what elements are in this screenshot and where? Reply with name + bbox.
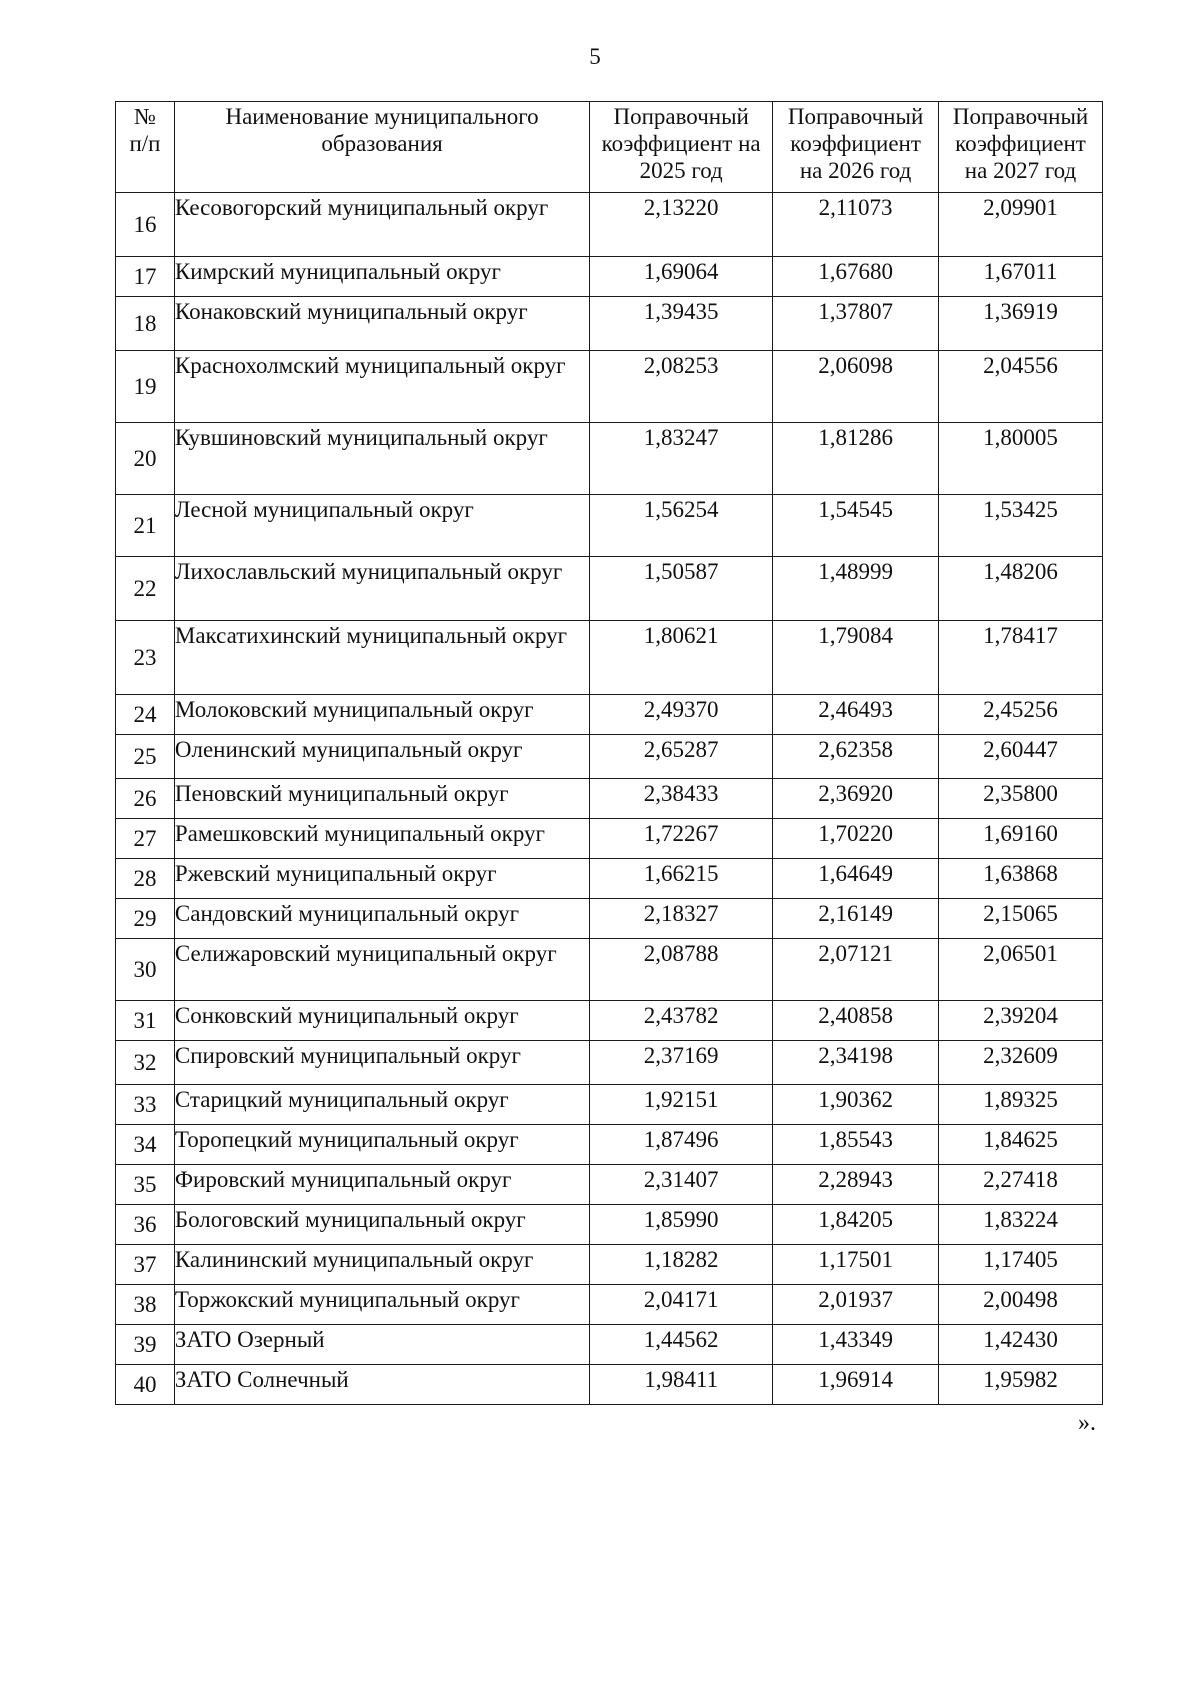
coef-2026: 1,84205 [773, 1205, 939, 1245]
coef-2025: 1,98411 [590, 1365, 773, 1405]
coef-2026: 2,40858 [773, 1001, 939, 1041]
coef-2026: 1,79084 [773, 621, 939, 695]
coef-2025: 2,38433 [590, 779, 773, 819]
coef-2026: 1,54545 [773, 495, 939, 557]
coef-2027: 1,95982 [939, 1365, 1103, 1405]
table-row [116, 1205, 1103, 1245]
coef-2025: 2,08788 [590, 939, 773, 1001]
municipality-name: ЗАТО Озерный [174, 1325, 589, 1365]
municipality-name: Старицкий муниципальный округ [174, 1085, 589, 1125]
table-header-row [116, 102, 1103, 193]
coef-2026: 2,11073 [773, 193, 939, 257]
municipality-name: Кимрский муниципальный округ [174, 257, 589, 297]
coef-2027: 1,36919 [939, 297, 1103, 351]
row-number: 35 [116, 1165, 175, 1205]
coef-2025: 2,31407 [590, 1165, 773, 1205]
row-number: 18 [116, 297, 175, 351]
coef-2026: 2,36920 [773, 779, 939, 819]
coef-2026: 1,90362 [773, 1085, 939, 1125]
row-number: 34 [116, 1125, 175, 1165]
table-row [116, 193, 1103, 257]
table-row [116, 1165, 1103, 1205]
coef-2026: 1,67680 [773, 257, 939, 297]
coef-2027: 2,06501 [939, 939, 1103, 1001]
coef-2027: 1,89325 [939, 1085, 1103, 1125]
table-row [116, 735, 1103, 779]
coef-2026: 2,46493 [773, 695, 939, 735]
table-row [116, 1125, 1103, 1165]
municipality-name: ЗАТО Солнечный [174, 1365, 589, 1405]
coef-2026: 2,62358 [773, 735, 939, 779]
coef-2025: 1,69064 [590, 257, 773, 297]
coef-2025: 1,72267 [590, 819, 773, 859]
row-number: 27 [116, 819, 175, 859]
coef-2026: 1,64649 [773, 859, 939, 899]
municipality-name: Спировский муниципальный округ [174, 1041, 589, 1085]
coef-2027: 1,48206 [939, 557, 1103, 621]
coef-2026: 1,37807 [773, 297, 939, 351]
coef-2027: 1,69160 [939, 819, 1103, 859]
coef-2025: 1,56254 [590, 495, 773, 557]
municipality-name: Оленинский муниципальный округ [174, 735, 589, 779]
coef-2025: 2,04171 [590, 1285, 773, 1325]
coef-2026: 2,06098 [773, 351, 939, 423]
coef-2026: 1,96914 [773, 1365, 939, 1405]
municipality-name: Лесной муниципальный округ [174, 495, 589, 557]
coef-2025: 1,44562 [590, 1325, 773, 1365]
coef-2026: 2,34198 [773, 1041, 939, 1085]
coef-2025: 2,49370 [590, 695, 773, 735]
coef-2027: 1,84625 [939, 1125, 1103, 1165]
municipality-name: Ржевский муниципальный округ [174, 859, 589, 899]
table-row [116, 1245, 1103, 1285]
table-row [116, 621, 1103, 695]
municipality-name: Фировский муниципальный округ [174, 1165, 589, 1205]
coef-2026: 1,17501 [773, 1245, 939, 1285]
coef-2027: 2,45256 [939, 695, 1103, 735]
header-num: № п/п [116, 102, 175, 193]
table-row [116, 1001, 1103, 1041]
row-number: 39 [116, 1325, 175, 1365]
row-number: 26 [116, 779, 175, 819]
coef-2027: 1,63868 [939, 859, 1103, 899]
coef-2027: 1,17405 [939, 1245, 1103, 1285]
coef-2025: 1,85990 [590, 1205, 773, 1245]
header-coef-2026: Поправочный коэффициент на 2026 год [773, 102, 939, 193]
row-number: 22 [116, 557, 175, 621]
row-number: 29 [116, 899, 175, 939]
municipality-name: Торопецкий муниципальный округ [174, 1125, 589, 1165]
coef-2026: 2,16149 [773, 899, 939, 939]
coef-2025: 1,50587 [590, 557, 773, 621]
municipality-name: Сандовский муниципальный округ [174, 899, 589, 939]
header-coef-2027: Поправочный коэффициент на 2027 год [939, 102, 1103, 193]
header-coef-2025: Поправочный коэффициент на 2025 год [590, 102, 773, 193]
table-row [116, 779, 1103, 819]
table-row [116, 1285, 1103, 1325]
coef-2027: 1,53425 [939, 495, 1103, 557]
municipality-name: Максатихинский муниципальный округ [174, 621, 589, 695]
coef-2027: 2,09901 [939, 193, 1103, 257]
coef-2027: 1,67011 [939, 257, 1103, 297]
coef-2027: 1,83224 [939, 1205, 1103, 1245]
municipality-name: Рамешковский муниципальный округ [174, 819, 589, 859]
municipality-name: Кувшиновский муниципальный округ [174, 423, 589, 495]
municipality-name: Лихославльский муниципальный округ [174, 557, 589, 621]
row-number: 25 [116, 735, 175, 779]
closing-quote-mark: ». [1078, 1410, 1096, 1436]
coef-2026: 1,70220 [773, 819, 939, 859]
municipality-name: Пеновский муниципальный округ [174, 779, 589, 819]
coef-2026: 1,43349 [773, 1325, 939, 1365]
coef-2025: 2,43782 [590, 1001, 773, 1041]
coef-2027: 2,15065 [939, 899, 1103, 939]
row-number: 40 [116, 1365, 175, 1405]
coef-2025: 1,87496 [590, 1125, 773, 1165]
row-number: 21 [116, 495, 175, 557]
table-row [116, 859, 1103, 899]
coef-2025: 1,18282 [590, 1245, 773, 1285]
table-row [116, 257, 1103, 297]
coef-2027: 2,32609 [939, 1041, 1103, 1085]
table-row [116, 939, 1103, 1001]
table-row [116, 495, 1103, 557]
row-number: 36 [116, 1205, 175, 1245]
table-row [116, 423, 1103, 495]
coefficients-table [115, 101, 1103, 1405]
municipality-name: Калининский муниципальный округ [174, 1245, 589, 1285]
coef-2026: 1,48999 [773, 557, 939, 621]
table-row [116, 1041, 1103, 1085]
coef-2026: 2,07121 [773, 939, 939, 1001]
table-row [116, 557, 1103, 621]
coef-2025: 1,66215 [590, 859, 773, 899]
municipality-name: Бологовский муниципальный округ [174, 1205, 589, 1245]
coef-2025: 1,83247 [590, 423, 773, 495]
municipality-name: Торжокский муниципальный округ [174, 1285, 589, 1325]
table-row [116, 695, 1103, 735]
table-row [116, 1325, 1103, 1365]
row-number: 32 [116, 1041, 175, 1085]
coef-2027: 1,78417 [939, 621, 1103, 695]
row-number: 20 [116, 423, 175, 495]
coef-2026: 1,81286 [773, 423, 939, 495]
row-number: 17 [116, 257, 175, 297]
coef-2025: 2,08253 [590, 351, 773, 423]
row-number: 33 [116, 1085, 175, 1125]
row-number: 28 [116, 859, 175, 899]
coef-2025: 1,80621 [590, 621, 773, 695]
municipality-name: Сонковский муниципальный округ [174, 1001, 589, 1041]
coef-2025: 2,18327 [590, 899, 773, 939]
row-number: 19 [116, 351, 175, 423]
coef-2027: 2,39204 [939, 1001, 1103, 1041]
row-number: 38 [116, 1285, 175, 1325]
coef-2025: 2,13220 [590, 193, 773, 257]
row-number: 24 [116, 695, 175, 735]
coef-2026: 2,28943 [773, 1165, 939, 1205]
row-number: 16 [116, 193, 175, 257]
page-number: 5 [589, 44, 601, 69]
coef-2027: 2,00498 [939, 1285, 1103, 1325]
municipality-name: Молоковский муниципальный округ [174, 695, 589, 735]
municipality-name: Селижаровский муниципальный округ [174, 939, 589, 1001]
coef-2025: 2,37169 [590, 1041, 773, 1085]
table-row [116, 899, 1103, 939]
table-row [116, 351, 1103, 423]
row-number: 30 [116, 939, 175, 1001]
table-row [116, 819, 1103, 859]
table-row [116, 297, 1103, 351]
coef-2026: 2,01937 [773, 1285, 939, 1325]
table-row [116, 1085, 1103, 1125]
row-number: 37 [116, 1245, 175, 1285]
coef-2027: 2,60447 [939, 735, 1103, 779]
municipality-name: Кесовогорский муниципальный округ [174, 193, 589, 257]
municipality-name: Краснохолмский муниципальный округ [174, 351, 589, 423]
table-row [116, 1365, 1103, 1405]
coef-2027: 1,80005 [939, 423, 1103, 495]
header-name: Наименование муниципального образования [174, 102, 589, 193]
coef-2025: 2,65287 [590, 735, 773, 779]
coef-2027: 2,04556 [939, 351, 1103, 423]
coef-2025: 1,39435 [590, 297, 773, 351]
municipality-name: Конаковский муниципальный округ [174, 297, 589, 351]
coef-2027: 2,35800 [939, 779, 1103, 819]
coef-2027: 1,42430 [939, 1325, 1103, 1365]
coef-2026: 1,85543 [773, 1125, 939, 1165]
coef-2025: 1,92151 [590, 1085, 773, 1125]
coef-2027: 2,27418 [939, 1165, 1103, 1205]
row-number: 31 [116, 1001, 175, 1041]
row-number: 23 [116, 621, 175, 695]
